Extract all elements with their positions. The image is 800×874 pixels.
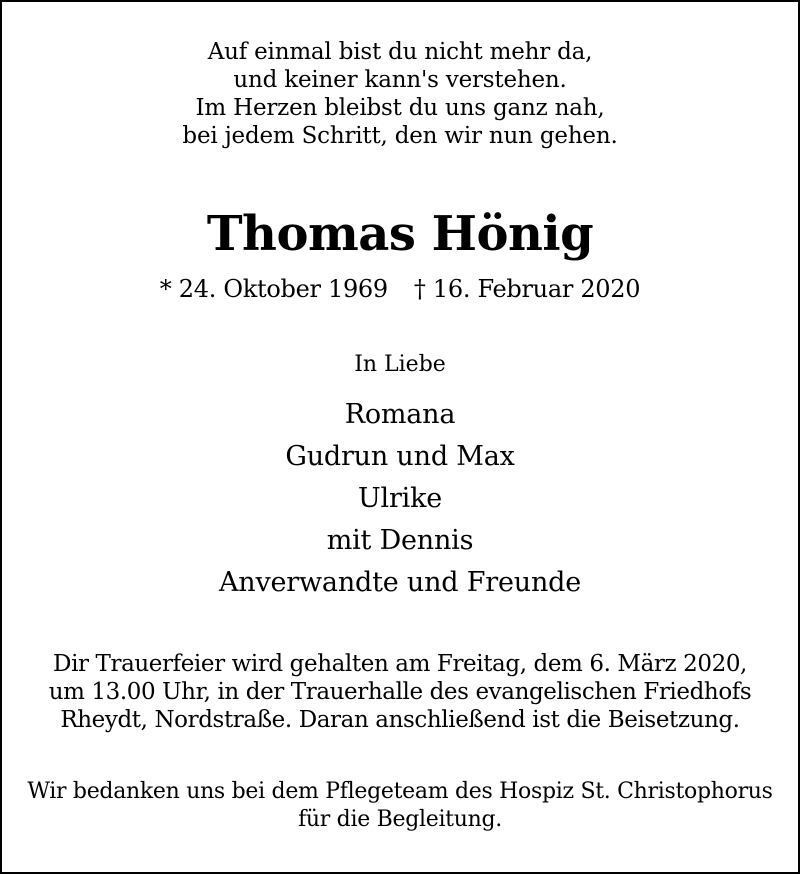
acknowledgement-line: Wir bedanken uns bei dem Pflegeteam des Hospiz St. Christophorus [27,779,773,804]
poem-line: Im Herzen bleibst du uns ganz nah, [195,95,605,121]
poem-line: und keiner kann's verstehen. [233,67,567,93]
mourner-name: Romana [344,399,456,430]
mourner-name: Anverwandte und Freunde [218,567,582,598]
mourner-name: Gudrun und Max [285,441,515,472]
life-dates [2,274,798,304]
acknowledgement-line: für die Begleitung. [298,807,502,832]
mourner-name: Ulrike [357,483,443,514]
funeral-notice-line: um 13.00 Uhr, in der Trauerhalle des evangelischen Friedhofs [48,679,752,705]
acknowledgement [2,778,798,834]
birth-date: * 24. Oktober 1969 [159,275,388,303]
deceased-name: Thomas Hönig [206,206,594,262]
death-date: † 16. Februar 2020 [413,275,641,303]
memorial-poem [2,38,798,150]
poem-line: bei jedem Schritt, den wir nun gehen. [182,123,618,149]
mourners-intro: In Liebe [354,352,446,377]
funeral-notice-line: Rheydt, Nordstraße. Daran anschließend ist die Beisetzung. [60,707,740,733]
poem-line: Auf einmal bist du nicht mehr da, [207,39,593,65]
mourners-list [2,394,798,604]
mourner-name: mit Dennis [326,525,474,556]
funeral-notice-line: Dir Trauerfeier wird gehalten am Freitag, dem 6. März 2020, [53,651,747,677]
funeral-notice [2,650,798,734]
